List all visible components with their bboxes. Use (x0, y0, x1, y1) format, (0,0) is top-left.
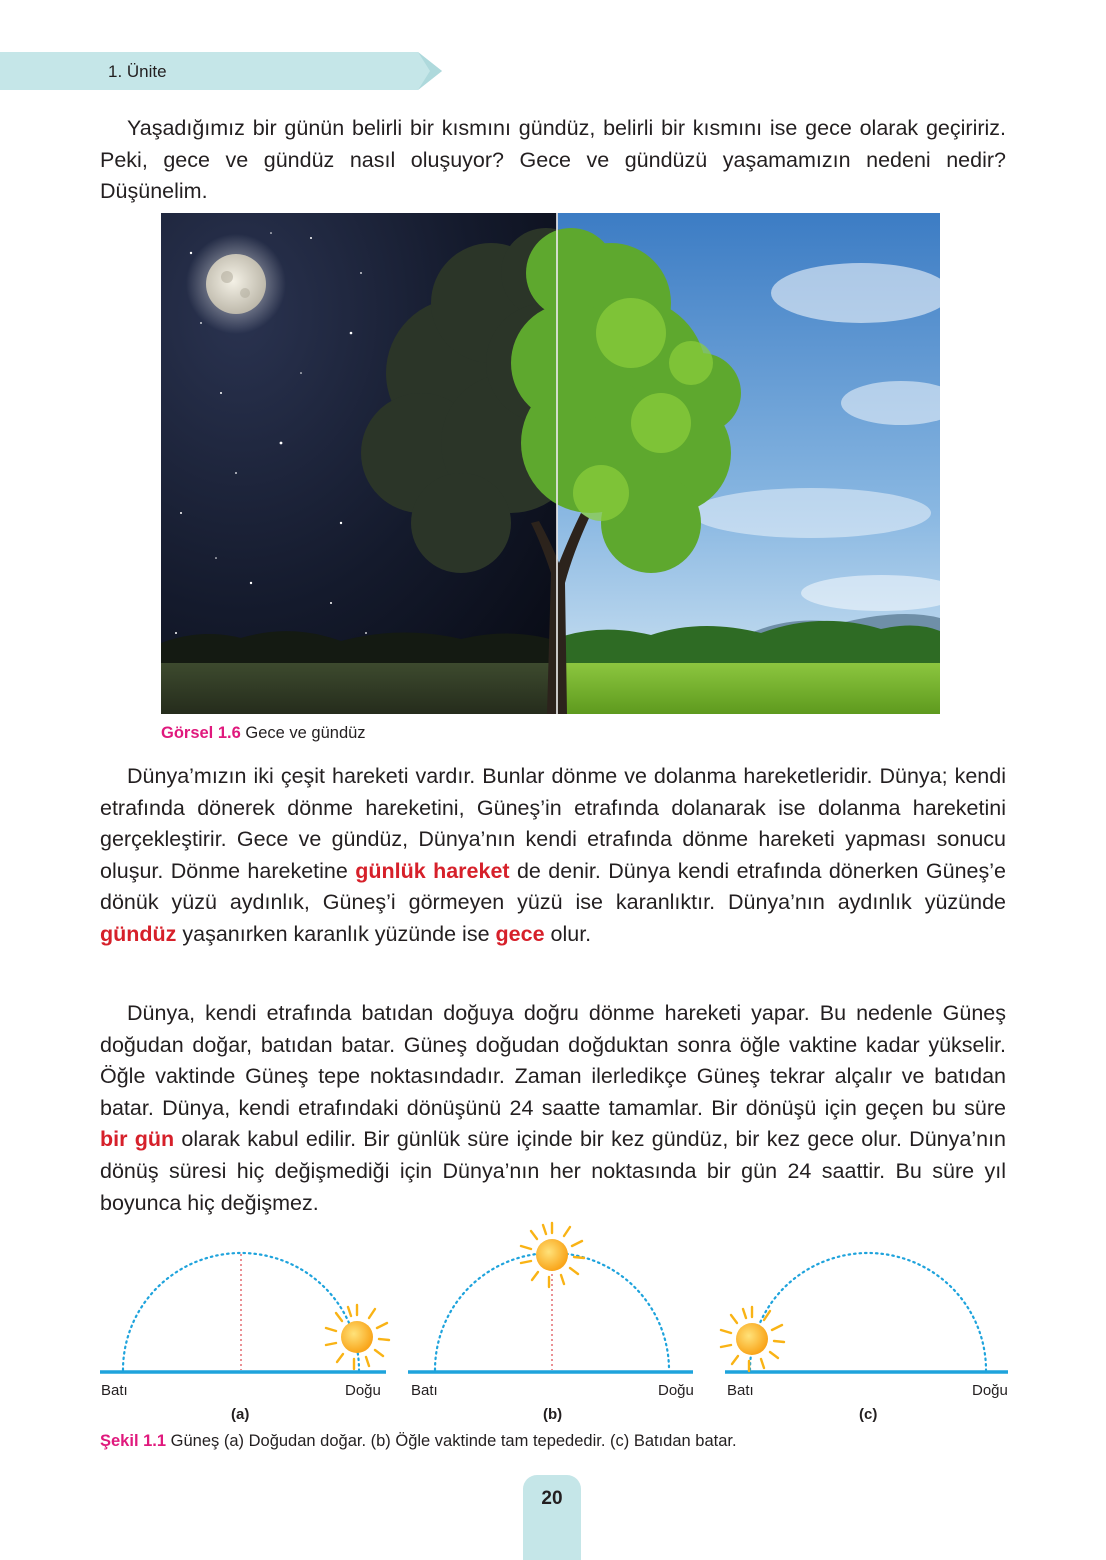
panel-c-west-label: Batı (727, 1382, 754, 1399)
sun-path-diagram (95, 1212, 1015, 1442)
night-day-photo (161, 213, 940, 714)
term-bir-gun: bir gün (100, 1127, 175, 1152)
unit-label: 1. Ünite (108, 62, 167, 81)
rotation-paragraph: Dünya’mızın iki çeşit hareketi vardır. Bunlar dönme ve dolanma hareketleridir. Dünya; kendi etrafında dönerek dönme hareketini, Güneş’in etrafında dolanarak ise dolanma hareketini gerçekleştirir. Gece ve gündüz, Dünya’nın kendi etrafında dönme hareketi yapması sonucu oluşur. Dönme hareketine günlük hareket de denir. Dünya kendi etrafında dönerken Güneş’e dönük yüzü aydınlık, Güneş’i görmeyen yüzü ise karanlıktır. Dünya’nın aydınlık yüzünde gündüz yaşanırken karanlık yüzünde ise gece olur. (100, 764, 1006, 946)
panel-c-graphic (721, 1253, 1008, 1372)
sun-path-paragraph: Dünya, kendi etrafında batıdan doğuya doğru dönme hareketi yapar. Bu nedenle Güneş doğudan doğar, batıdan batar. Güneş doğudan doğduktan sonra öğle vaktine kadar yükselir. Öğle vaktinde Güneş tepe noktasındadır. Zaman ilerledikçe Güneş tekrar alçalır ve batıdan batar. Dünya, kendi etrafındaki dönüşünü 24 saatte tamamlar. Bir dönüşü için geçen bu süre bir gün olarak kabul edilir. Bir günlük süre içinde bir kez gündüz, bir kez gece olur. Dünya’nın dönüş süresi hiç değişmediği için Dünya’nın her noktasında bir gün 24 saattir. Bu süre yıl boyunca hiç değişmez. (100, 1001, 1006, 1215)
term-gece: gece (495, 921, 545, 946)
panel-c-sub-label: (c) (859, 1406, 878, 1423)
panel-a-sub-label: (a) (231, 1406, 250, 1423)
term-gunluk-hareket: günlük hareket (355, 858, 510, 883)
panel-a-graphic (100, 1253, 389, 1372)
figure-caption (100, 1432, 737, 1451)
photo-caption (161, 724, 366, 743)
panel-c-east-label: Doğu (972, 1382, 1008, 1399)
term-gunduz: gündüz (100, 921, 177, 946)
panel-b-west-label: Batı (411, 1382, 438, 1399)
panel-b-graphic (408, 1223, 693, 1372)
figure-caption-label: Şekil 1.1 (100, 1432, 167, 1450)
panel-b-east-label: Doğu (658, 1382, 694, 1399)
intro-paragraph: Yaşadığımız bir günün belirli bir kısmını gündüz, belirli bir kısmını ise gece olarak geçiririz. Peki, gece ve gündüz nasıl oluşuyor? Gece ve gündüzü yaşamamızın nedeni nedir? Düşünelim. (100, 116, 1006, 204)
panel-a-east-label: Doğu (345, 1382, 381, 1399)
photo-caption-label: Görsel 1.6 (161, 724, 241, 742)
photo-caption-text: Gece ve gündüz (245, 724, 366, 742)
page-number: 20 (541, 1488, 563, 1509)
panel-b-sub-label: (b) (543, 1406, 563, 1423)
panel-a-west-label: Batı (101, 1382, 128, 1399)
unit-banner (0, 52, 445, 90)
figure-caption-text: Güneş (a) Doğudan doğar. (b) Öğle vaktinde tam tepededir. (c) Batıdan batar. (170, 1432, 737, 1450)
